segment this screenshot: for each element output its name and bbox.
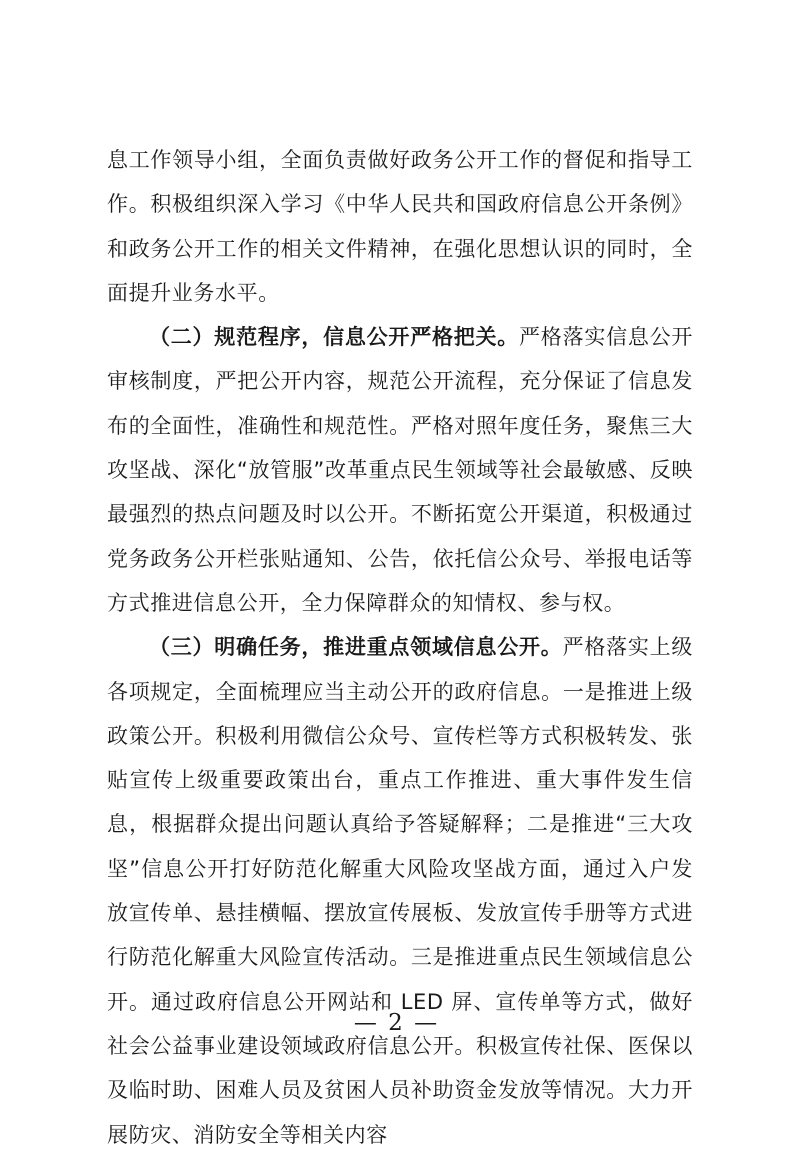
page-number: — 2 — <box>353 1010 440 1036</box>
paragraph-2 <box>107 315 693 625</box>
paragraph-3 <box>107 625 693 1157</box>
paragraph-3-lead: （三）明确任务，推进重点领域信息公开。 <box>149 635 563 660</box>
document-body <box>107 138 693 1157</box>
paragraph-2-text: 严格落实信息公开审核制度，严把公开内容，规范公开流程，充分保证了信息发布的全面性，准确性和规范性。严格对照年度任务，聚焦三大攻坚战、深化“放管服”改革重点民生领域等社会最敏感、反映最强烈的热点问题及时以公开。不断拓宽公开渠道，积极通过党务政务公开栏张贴通知、公告，依托信公众号、举报电话等方式推进信息公开，全力保障群众的知情权、参与权。 <box>107 325 693 615</box>
paragraph-1 <box>107 138 693 315</box>
paragraph-3-text: 严格落实上级各项规定，全面梳理应当主动公开的政府信息。一是推进上级政策公开。积极利用微信公众号、宣传栏等方式积极转发、张贴宣传上级重要政策出台，重点工作推进、重大事件发生信息，根据群众提出问题认真给予答疑解释；二是推进“三大攻坚”信息公开打好防范化解重大风险攻坚战方面，通过入户发放宣传单、悬挂横幅、摆放宣传展板、发放宣传手册等方式进行防范化解重大风险宣传活动。三是推进重点民生领域信息公开。通过政府信息公开网站和 LED 屏、宣传单等方式，做好社会公益事业建设领域政府信息公开。积极宣传社保、医保以及临时助、困难人员及贫困人员补助资金发放等情况。大力开展防灾、消防安全等相关内容 <box>107 635 693 1147</box>
paragraph-1-text: 息工作领导小组，全面负责做好政务公开工作的督促和指导工作。积极组织深入学习《中华人民共和国政府信息公开条例》和政务公开工作的相关文件精神，在强化思想认识的同时，全面提升业务水平。 <box>107 148 693 305</box>
paragraph-2-lead: （二）规范程序，信息公开严格把关。 <box>149 325 520 350</box>
